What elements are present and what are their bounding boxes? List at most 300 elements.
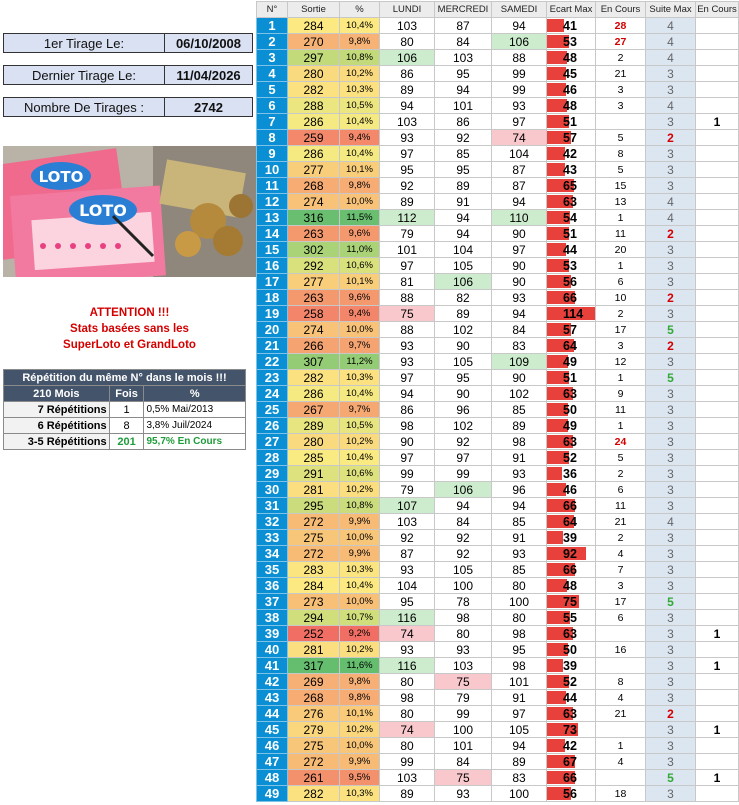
cell-suite-max: 3 bbox=[646, 578, 696, 594]
cell-ecart-max bbox=[547, 290, 596, 306]
cell-en-cours-suite bbox=[696, 482, 739, 498]
cell-sortie: 272 bbox=[288, 754, 340, 770]
cell-ecart-max bbox=[547, 738, 596, 754]
cell-sortie: 284 bbox=[288, 18, 340, 34]
cell-en-cours-suite: 1 bbox=[696, 722, 739, 738]
cell-number: 5 bbox=[257, 82, 288, 98]
cell-en-cours-suite bbox=[696, 786, 739, 802]
cell-number: 35 bbox=[257, 562, 288, 578]
cell-en-cours-suite bbox=[696, 210, 739, 226]
cell-mercredi: 94 bbox=[435, 226, 492, 242]
repetition-row bbox=[4, 402, 246, 418]
table-row bbox=[257, 306, 739, 322]
cell-samedi: 94 bbox=[492, 194, 547, 210]
cell-lundi: 104 bbox=[380, 578, 435, 594]
cell-number: 14 bbox=[257, 226, 288, 242]
cell-suite-max: 2 bbox=[646, 338, 696, 354]
header-samedi: SAMEDI bbox=[492, 2, 547, 18]
header-en-cours: En Cours bbox=[596, 2, 646, 18]
ecart-value: 45 bbox=[563, 66, 577, 81]
cell-sortie: 272 bbox=[288, 514, 340, 530]
ecart-value: 66 bbox=[563, 290, 577, 305]
cell-en-cours: 21 bbox=[596, 66, 646, 82]
cell-en-cours: 3 bbox=[596, 82, 646, 98]
cell-suite-max: 3 bbox=[646, 626, 696, 642]
table-row bbox=[257, 194, 739, 210]
cell-lundi: 116 bbox=[380, 658, 435, 674]
cell-percent: 9,6% bbox=[340, 226, 380, 242]
cell-mercredi: 98 bbox=[435, 610, 492, 626]
table-row bbox=[257, 210, 739, 226]
cell-ecart-max bbox=[547, 594, 596, 610]
cell-en-cours-suite bbox=[696, 258, 739, 274]
cell-number: 41 bbox=[257, 658, 288, 674]
cell-number: 42 bbox=[257, 674, 288, 690]
cell-en-cours: 3 bbox=[596, 338, 646, 354]
cell-percent: 10,4% bbox=[340, 114, 380, 130]
cell-samedi: 100 bbox=[492, 594, 547, 610]
cell-suite-max: 3 bbox=[646, 66, 696, 82]
cell-percent: 10,6% bbox=[340, 466, 380, 482]
cell-suite-max: 5 bbox=[646, 770, 696, 786]
cell-suite-max: 3 bbox=[646, 242, 696, 258]
ecart-value: 65 bbox=[563, 178, 577, 193]
cell-en-cours: 24 bbox=[596, 434, 646, 450]
cell-sortie: 317 bbox=[288, 658, 340, 674]
cell-sortie: 282 bbox=[288, 82, 340, 98]
cell-suite-max: 3 bbox=[646, 754, 696, 770]
ecart-value: 51 bbox=[563, 226, 577, 241]
cell-en-cours-suite bbox=[696, 642, 739, 658]
cell-number: 24 bbox=[257, 386, 288, 402]
header-number: N° bbox=[257, 2, 288, 18]
ecart-value: 36 bbox=[563, 466, 577, 481]
cell-percent: 10,3% bbox=[340, 786, 380, 802]
cell-suite-max: 3 bbox=[646, 450, 696, 466]
cell-sortie: 252 bbox=[288, 626, 340, 642]
cell-number: 22 bbox=[257, 354, 288, 370]
cell-mercredi: 102 bbox=[435, 418, 492, 434]
cell-lundi: 112 bbox=[380, 210, 435, 226]
last-draw-box bbox=[3, 65, 253, 85]
ecart-value: 44 bbox=[563, 242, 577, 257]
ecart-value: 66 bbox=[563, 770, 577, 785]
cell-mercredi: 78 bbox=[435, 594, 492, 610]
cell-suite-max: 2 bbox=[646, 290, 696, 306]
cell-mercredi: 84 bbox=[435, 514, 492, 530]
cell-samedi: 94 bbox=[492, 306, 547, 322]
cell-number: 8 bbox=[257, 130, 288, 146]
cell-lundi: 80 bbox=[380, 706, 435, 722]
cell-samedi: 87 bbox=[492, 178, 547, 194]
header-suite-max: Suite Max bbox=[646, 2, 696, 18]
table-row bbox=[257, 322, 739, 338]
ecart-value: 52 bbox=[563, 450, 577, 465]
cell-en-cours-suite bbox=[696, 178, 739, 194]
cell-samedi: 100 bbox=[492, 786, 547, 802]
cell-sortie: 261 bbox=[288, 770, 340, 786]
table-row bbox=[257, 178, 739, 194]
cell-samedi: 90 bbox=[492, 274, 547, 290]
cell-en-cours-suite: 1 bbox=[696, 626, 739, 642]
cell-suite-max: 3 bbox=[646, 642, 696, 658]
header-sortie: Sortie bbox=[288, 2, 340, 18]
cell-mercredi: 90 bbox=[435, 386, 492, 402]
table-row bbox=[257, 34, 739, 50]
cell-lundi: 90 bbox=[380, 434, 435, 450]
cell-lundi: 79 bbox=[380, 226, 435, 242]
cell-mercredi: 104 bbox=[435, 242, 492, 258]
cell-lundi: 74 bbox=[380, 626, 435, 642]
cell-en-cours: 9 bbox=[596, 386, 646, 402]
cell-lundi: 95 bbox=[380, 162, 435, 178]
ecart-value: 57 bbox=[563, 130, 577, 145]
table-row bbox=[257, 226, 739, 242]
cell-sortie: 281 bbox=[288, 482, 340, 498]
table-row bbox=[257, 450, 739, 466]
cell-sortie: 274 bbox=[288, 322, 340, 338]
cell-lundi: 98 bbox=[380, 690, 435, 706]
ecart-value: 56 bbox=[563, 274, 577, 289]
cell-mercredi: 100 bbox=[435, 578, 492, 594]
cell-ecart-max bbox=[547, 114, 596, 130]
cell-mercredi: 75 bbox=[435, 674, 492, 690]
ecart-value: 66 bbox=[563, 562, 577, 577]
ecart-value: 39 bbox=[563, 658, 577, 673]
repetition-head-count: Fois bbox=[109, 386, 144, 402]
cell-percent: 10,0% bbox=[340, 322, 380, 338]
cell-number: 44 bbox=[257, 706, 288, 722]
cell-percent: 11,2% bbox=[340, 354, 380, 370]
cell-mercredi: 106 bbox=[435, 274, 492, 290]
cell-ecart-max bbox=[547, 178, 596, 194]
cell-en-cours: 12 bbox=[596, 354, 646, 370]
cell-samedi: 102 bbox=[492, 386, 547, 402]
ecart-value: 56 bbox=[563, 786, 577, 801]
cell-lundi: 103 bbox=[380, 18, 435, 34]
cell-samedi: 80 bbox=[492, 610, 547, 626]
cell-mercredi: 92 bbox=[435, 530, 492, 546]
cell-lundi: 99 bbox=[380, 466, 435, 482]
cell-ecart-max bbox=[547, 466, 596, 482]
cell-suite-max: 3 bbox=[646, 690, 696, 706]
cell-lundi: 92 bbox=[380, 530, 435, 546]
cell-percent: 10,1% bbox=[340, 162, 380, 178]
table-row bbox=[257, 114, 739, 130]
cell-percent: 10,0% bbox=[340, 594, 380, 610]
cell-ecart-max bbox=[547, 34, 596, 50]
cell-en-cours: 2 bbox=[596, 50, 646, 66]
table-row bbox=[257, 418, 739, 434]
repetition-table bbox=[3, 369, 246, 450]
table-row bbox=[257, 674, 739, 690]
cell-sortie: 281 bbox=[288, 642, 340, 658]
cell-mercredi: 99 bbox=[435, 706, 492, 722]
ecart-value: 66 bbox=[563, 498, 577, 513]
cell-sortie: 280 bbox=[288, 434, 340, 450]
cell-percent: 9,9% bbox=[340, 514, 380, 530]
cell-ecart-max bbox=[547, 514, 596, 530]
cell-mercredi: 97 bbox=[435, 450, 492, 466]
cell-percent: 10,2% bbox=[340, 66, 380, 82]
cell-sortie: 273 bbox=[288, 594, 340, 610]
cell-en-cours: 2 bbox=[596, 466, 646, 482]
cell-ecart-max bbox=[547, 610, 596, 626]
cell-samedi: 80 bbox=[492, 578, 547, 594]
cell-percent: 10,7% bbox=[340, 610, 380, 626]
cell-suite-max: 3 bbox=[646, 114, 696, 130]
cell-mercredi: 105 bbox=[435, 258, 492, 274]
cell-percent: 9,7% bbox=[340, 338, 380, 354]
draw-count-value: 2742 bbox=[165, 98, 252, 116]
cell-percent: 9,4% bbox=[340, 306, 380, 322]
repetition-title: Répétition du même N° dans le mois !!! bbox=[4, 370, 246, 386]
ecart-value: 63 bbox=[563, 386, 577, 401]
cell-percent: 10,4% bbox=[340, 450, 380, 466]
cell-ecart-max bbox=[547, 162, 596, 178]
cell-sortie: 316 bbox=[288, 210, 340, 226]
cell-ecart-max bbox=[547, 418, 596, 434]
table-row bbox=[257, 434, 739, 450]
cell-mercredi: 102 bbox=[435, 322, 492, 338]
cell-lundi: 97 bbox=[380, 258, 435, 274]
cell-en-cours-suite bbox=[696, 498, 739, 514]
ecart-value: 67 bbox=[563, 754, 577, 769]
cell-ecart-max bbox=[547, 482, 596, 498]
cell-number: 30 bbox=[257, 482, 288, 498]
table-row bbox=[257, 482, 739, 498]
cell-mercredi: 84 bbox=[435, 34, 492, 50]
cell-lundi: 106 bbox=[380, 50, 435, 66]
cell-en-cours-suite bbox=[696, 194, 739, 210]
cell-sortie: 274 bbox=[288, 194, 340, 210]
cell-en-cours-suite bbox=[696, 690, 739, 706]
cell-en-cours-suite bbox=[696, 562, 739, 578]
cell-sortie: 277 bbox=[288, 162, 340, 178]
cell-en-cours-suite bbox=[696, 738, 739, 754]
table-row bbox=[257, 722, 739, 738]
cell-en-cours: 16 bbox=[596, 642, 646, 658]
cell-percent: 10,3% bbox=[340, 370, 380, 386]
cell-ecart-max bbox=[547, 674, 596, 690]
cell-en-cours-suite bbox=[696, 274, 739, 290]
cell-en-cours-suite: 1 bbox=[696, 114, 739, 130]
cell-lundi: 98 bbox=[380, 418, 435, 434]
ecart-value: 64 bbox=[563, 514, 577, 529]
cell-en-cours-suite bbox=[696, 146, 739, 162]
cell-en-cours-suite bbox=[696, 226, 739, 242]
svg-text:LOTO: LOTO bbox=[38, 168, 84, 186]
cell-ecart-max bbox=[547, 402, 596, 418]
cell-number: 49 bbox=[257, 786, 288, 802]
cell-mercredi: 100 bbox=[435, 722, 492, 738]
cell-mercredi: 79 bbox=[435, 690, 492, 706]
header-mercredi: MERCREDI bbox=[435, 2, 492, 18]
cell-en-cours: 15 bbox=[596, 178, 646, 194]
table-row bbox=[257, 386, 739, 402]
cell-ecart-max bbox=[547, 274, 596, 290]
cell-samedi: 110 bbox=[492, 210, 547, 226]
ecart-value: 73 bbox=[563, 722, 577, 737]
cell-percent: 10,0% bbox=[340, 738, 380, 754]
table-row bbox=[257, 354, 739, 370]
ecart-value: 55 bbox=[563, 610, 577, 625]
cell-percent: 9,8% bbox=[340, 690, 380, 706]
cell-number: 10 bbox=[257, 162, 288, 178]
ecart-value: 54 bbox=[563, 210, 577, 225]
cell-en-cours: 1 bbox=[596, 210, 646, 226]
cell-en-cours-suite bbox=[696, 418, 739, 434]
table-row bbox=[257, 594, 739, 610]
cell-en-cours-suite bbox=[696, 306, 739, 322]
ecart-value: 75 bbox=[563, 594, 577, 609]
repetition-label: 7 Répétitions bbox=[4, 402, 110, 418]
cell-sortie: 277 bbox=[288, 274, 340, 290]
cell-en-cours: 6 bbox=[596, 482, 646, 498]
cell-en-cours-suite: 1 bbox=[696, 658, 739, 674]
cell-suite-max: 3 bbox=[646, 546, 696, 562]
cell-ecart-max bbox=[547, 722, 596, 738]
table-row bbox=[257, 546, 739, 562]
cell-lundi: 81 bbox=[380, 274, 435, 290]
repetition-label: 6 Répétitions bbox=[4, 418, 110, 434]
table-row bbox=[257, 370, 739, 386]
cell-lundi: 93 bbox=[380, 642, 435, 658]
cell-en-cours-suite bbox=[696, 82, 739, 98]
ecart-value: 41 bbox=[563, 18, 577, 33]
table-row bbox=[257, 130, 739, 146]
table-row bbox=[257, 466, 739, 482]
ecart-value: 51 bbox=[563, 114, 577, 129]
cell-en-cours-suite bbox=[696, 674, 739, 690]
cell-suite-max: 3 bbox=[646, 402, 696, 418]
cell-suite-max: 4 bbox=[646, 210, 696, 226]
cell-samedi: 85 bbox=[492, 514, 547, 530]
cell-sortie: 286 bbox=[288, 386, 340, 402]
cell-number: 12 bbox=[257, 194, 288, 210]
cell-ecart-max bbox=[547, 434, 596, 450]
cell-percent: 10,1% bbox=[340, 274, 380, 290]
cell-sortie: 275 bbox=[288, 530, 340, 546]
cell-ecart-max bbox=[547, 642, 596, 658]
cell-ecart-max bbox=[547, 242, 596, 258]
cell-en-cours-suite: 1 bbox=[696, 770, 739, 786]
table-row bbox=[257, 258, 739, 274]
cell-mercredi: 96 bbox=[435, 402, 492, 418]
cell-lundi: 99 bbox=[380, 754, 435, 770]
cell-number: 11 bbox=[257, 178, 288, 194]
table-row bbox=[257, 162, 739, 178]
draw-count-label: Nombre De Tirages : bbox=[4, 98, 165, 116]
cell-sortie: 294 bbox=[288, 610, 340, 626]
table-row bbox=[257, 50, 739, 66]
cell-sortie: 307 bbox=[288, 354, 340, 370]
cell-percent: 10,4% bbox=[340, 386, 380, 402]
cell-number: 1 bbox=[257, 18, 288, 34]
cell-lundi: 93 bbox=[380, 338, 435, 354]
cell-samedi: 89 bbox=[492, 754, 547, 770]
cell-ecart-max bbox=[547, 546, 596, 562]
header-lundi: LUNDI bbox=[380, 2, 435, 18]
ecart-value: 39 bbox=[563, 530, 577, 545]
cell-ecart-max bbox=[547, 498, 596, 514]
ecart-value: 43 bbox=[563, 162, 577, 177]
cell-number: 38 bbox=[257, 610, 288, 626]
cell-number: 34 bbox=[257, 546, 288, 562]
cell-mercredi: 92 bbox=[435, 130, 492, 146]
cell-lundi: 94 bbox=[380, 386, 435, 402]
cell-number: 31 bbox=[257, 498, 288, 514]
cell-ecart-max bbox=[547, 194, 596, 210]
cell-lundi: 80 bbox=[380, 34, 435, 50]
cell-lundi: 97 bbox=[380, 370, 435, 386]
cell-mercredi: 82 bbox=[435, 290, 492, 306]
table-row bbox=[257, 82, 739, 98]
cell-percent: 9,2% bbox=[340, 626, 380, 642]
table-row bbox=[257, 610, 739, 626]
table-row bbox=[257, 786, 739, 802]
cell-suite-max: 3 bbox=[646, 178, 696, 194]
cell-samedi: 83 bbox=[492, 770, 547, 786]
cell-ecart-max bbox=[547, 130, 596, 146]
cell-number: 48 bbox=[257, 770, 288, 786]
cell-en-cours: 2 bbox=[596, 306, 646, 322]
header-en-cours-suite: En Cours bbox=[696, 2, 739, 18]
cell-mercredi: 99 bbox=[435, 466, 492, 482]
cell-percent: 10,8% bbox=[340, 498, 380, 514]
cell-number: 19 bbox=[257, 306, 288, 322]
cell-en-cours-suite bbox=[696, 546, 739, 562]
cell-en-cours-suite bbox=[696, 370, 739, 386]
cell-lundi: 86 bbox=[380, 66, 435, 82]
cell-en-cours-suite bbox=[696, 706, 739, 722]
cell-en-cours-suite bbox=[696, 322, 739, 338]
cell-lundi: 80 bbox=[380, 738, 435, 754]
ecart-value: 114 bbox=[563, 306, 584, 321]
cell-lundi: 74 bbox=[380, 722, 435, 738]
cell-lundi: 107 bbox=[380, 498, 435, 514]
table-row bbox=[257, 98, 739, 114]
cell-en-cours: 8 bbox=[596, 146, 646, 162]
cell-samedi: 87 bbox=[492, 162, 547, 178]
cell-ecart-max bbox=[547, 258, 596, 274]
cell-suite-max: 3 bbox=[646, 386, 696, 402]
cell-number: 28 bbox=[257, 450, 288, 466]
cell-samedi: 94 bbox=[492, 738, 547, 754]
cell-samedi: 104 bbox=[492, 146, 547, 162]
cell-ecart-max bbox=[547, 626, 596, 642]
cell-number: 7 bbox=[257, 114, 288, 130]
cell-en-cours: 1 bbox=[596, 370, 646, 386]
repetition-head-pct: % bbox=[144, 386, 246, 402]
cell-en-cours: 1 bbox=[596, 418, 646, 434]
cell-percent: 11,6% bbox=[340, 658, 380, 674]
cell-samedi: 94 bbox=[492, 498, 547, 514]
cell-ecart-max bbox=[547, 322, 596, 338]
attention-line2: SuperLoto et GrandLoto bbox=[63, 339, 196, 351]
cell-percent: 9,8% bbox=[340, 674, 380, 690]
ecart-value: 49 bbox=[563, 418, 577, 433]
table-row bbox=[257, 706, 739, 722]
cell-number: 17 bbox=[257, 274, 288, 290]
cell-suite-max: 3 bbox=[646, 354, 696, 370]
cell-ecart-max bbox=[547, 98, 596, 114]
ecart-value: 46 bbox=[563, 482, 577, 497]
ecart-value: 42 bbox=[563, 738, 577, 753]
cell-en-cours: 20 bbox=[596, 242, 646, 258]
cell-sortie: 289 bbox=[288, 418, 340, 434]
cell-mercredi: 75 bbox=[435, 770, 492, 786]
